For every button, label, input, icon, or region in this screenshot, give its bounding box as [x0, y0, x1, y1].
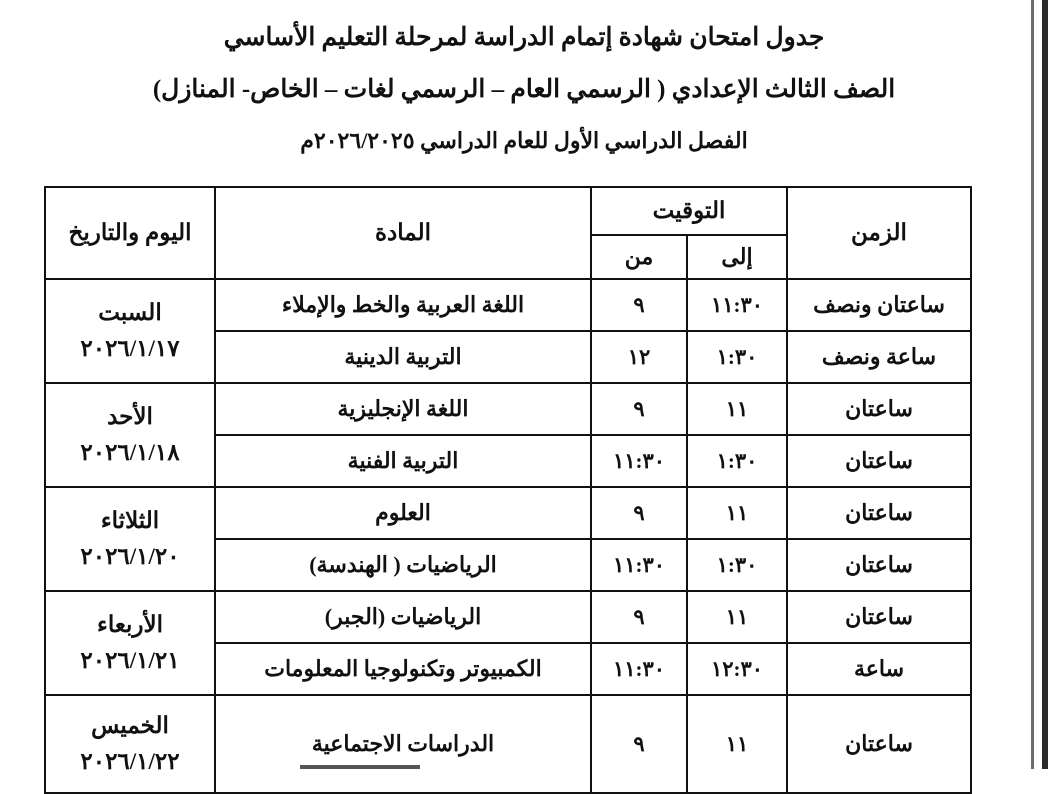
day-name: الأربعاء	[97, 612, 163, 638]
cell-to: ١١:٣٠	[687, 279, 787, 331]
cell-subject: الدراسات الاجتماعية	[215, 695, 591, 793]
cell-subject: التربية الدينية	[215, 331, 591, 383]
cell-from: ٩	[591, 695, 687, 793]
cell-from: ١٢	[591, 331, 687, 383]
schedule-table-wrapper	[46, 186, 972, 794]
cell-from: ١١:٣٠	[591, 643, 687, 695]
page-term-line: الفصل الدراسي الأول للعام الدراسي ٢٠٢٦/٢٠٢٥م	[300, 128, 748, 153]
scan-edge-right	[1042, 0, 1048, 769]
cell-to: ١٢:٣٠	[687, 643, 787, 695]
cell-from: ٩	[591, 383, 687, 435]
day-date: ٢٠٢٦/١/٢٢	[80, 749, 180, 774]
table-row	[45, 487, 971, 539]
header-day-and-date: اليوم والتاريخ	[45, 187, 215, 279]
page-title: جدول امتحان شهادة إتمام الدراسة لمرحلة التعليم الأساسي	[223, 24, 825, 51]
header-duration: الزمن	[787, 187, 971, 279]
day-date: ٢٠٢٦/١/١٨	[80, 440, 180, 465]
document-titles	[0, 0, 1048, 154]
day-name: السبت	[98, 300, 162, 326]
header-to: إلى	[687, 235, 787, 279]
cell-duration: ساعتان	[787, 383, 971, 435]
header-from: من	[591, 235, 687, 279]
cell-subject: اللغة الإنجليزية	[215, 383, 591, 435]
cell-from: ١١:٣٠	[591, 435, 687, 487]
table-body	[45, 279, 971, 793]
cell-to: ١:٣٠	[687, 435, 787, 487]
table-header-row-1	[45, 187, 971, 235]
table-row	[45, 591, 971, 643]
cell-subject: العلوم	[215, 487, 591, 539]
cell-duration: ساعتان	[787, 539, 971, 591]
cell-subject: اللغة العربية والخط والإملاء	[215, 279, 591, 331]
day-name: الثلاثاء	[100, 508, 160, 534]
day-date: ٢٠٢٦/١/١٧	[80, 336, 180, 361]
page-subtitle: الصف الثالث الإعدادي ( الرسمي العام – الرسمي لغات – الخاص- المنازل)	[152, 76, 896, 103]
cell-duration: ساعتان	[787, 695, 971, 793]
cell-duration: ساعة ونصف	[787, 331, 971, 383]
cell-duration: ساعتان ونصف	[787, 279, 971, 331]
cell-duration: ساعة	[787, 643, 971, 695]
cell-duration: ساعتان	[787, 487, 971, 539]
cell-subject: التربية الفنية	[215, 435, 591, 487]
cell-day-and-date	[45, 695, 215, 793]
cell-subject: الرياضيات (الجبر)	[215, 591, 591, 643]
table-row	[45, 695, 971, 793]
cell-duration: ساعتان	[787, 591, 971, 643]
cell-from: ٩	[591, 591, 687, 643]
cell-from: ٩	[591, 487, 687, 539]
exam-schedule-table	[44, 186, 972, 794]
table-head	[45, 187, 971, 279]
cell-to: ١١	[687, 383, 787, 435]
table-row	[45, 279, 971, 331]
cell-day-and-date	[45, 591, 215, 695]
cell-subject: الكمبيوتر وتكنولوجيا المعلومات	[215, 643, 591, 695]
header-subject: المادة	[215, 187, 591, 279]
cell-day-and-date	[45, 487, 215, 591]
cell-to: ١١	[687, 591, 787, 643]
day-date: ٢٠٢٦/١/٢١	[80, 648, 180, 673]
cell-from: ١١:٣٠	[591, 539, 687, 591]
cell-duration: ساعتان	[787, 435, 971, 487]
cell-to: ١:٣٠	[687, 539, 787, 591]
cell-to: ١١	[687, 695, 787, 793]
day-date: ٢٠٢٦/١/٢٠	[80, 544, 180, 569]
scan-edge-right-secondary	[1031, 0, 1034, 769]
cell-from: ٩	[591, 279, 687, 331]
day-name: الأحد	[107, 404, 153, 430]
table-row	[45, 383, 971, 435]
header-timing: التوقيت	[591, 187, 787, 235]
cell-to: ١:٣٠	[687, 331, 787, 383]
cell-day-and-date	[45, 383, 215, 487]
cell-day-and-date	[45, 279, 215, 383]
day-name: الخميس	[91, 713, 169, 739]
cell-to: ١١	[687, 487, 787, 539]
cell-subject: الرياضيات ( الهندسة)	[215, 539, 591, 591]
